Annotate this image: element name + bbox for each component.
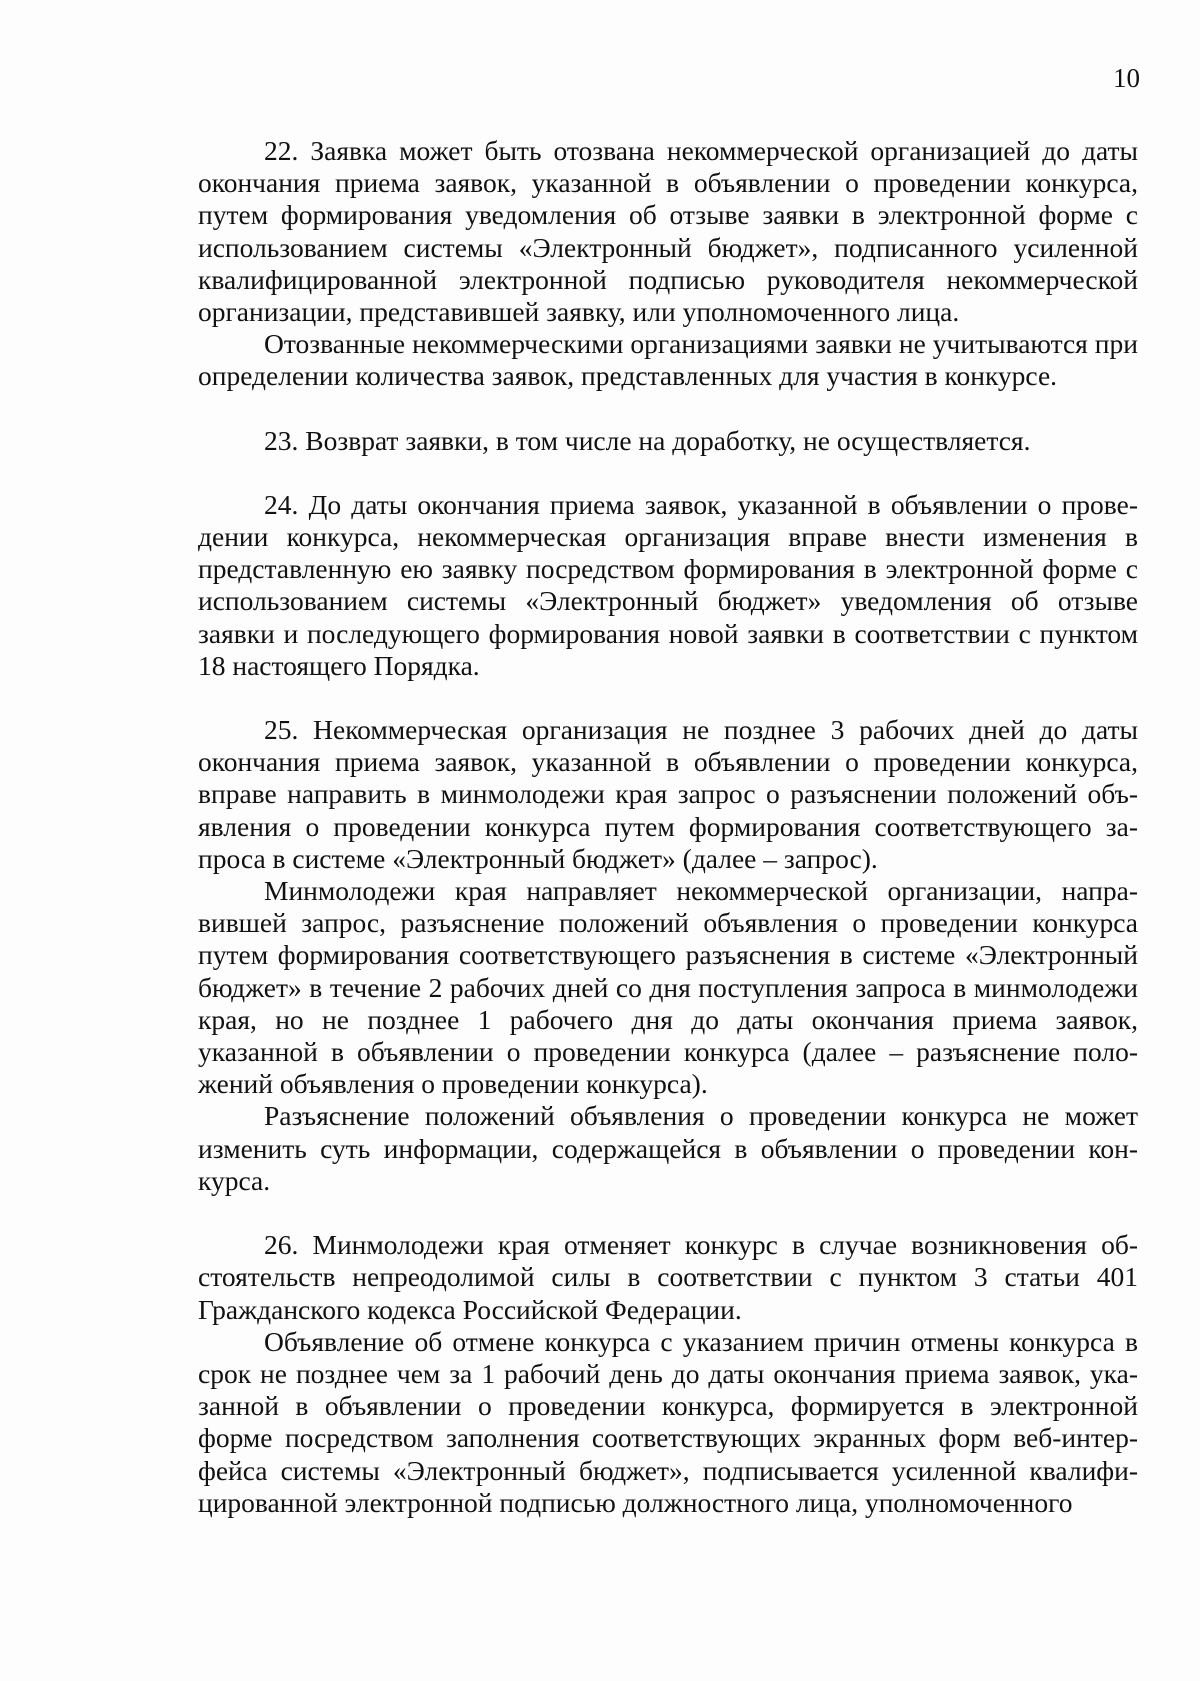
- paragraph: Минмолодежи края направляет некоммерческой организации, направившей запрос, разъяснение положений объявления о проведении конкурса путем формирования соответствующего разъяснения в системе «Электронный бюджет» в течение 2 рабочих дней со дня поступления запроса в минмолодежи края, но не позднее 1 рабочего дня до даты окончания приема заявок, указанной в объявлении о проведении конкурса (далее – разъяснение положений объявления о проведении конкурса).: [198, 875, 1138, 1100]
- paragraph: 22. Заявка может быть отозвана некоммерческой организацией до даты окончания приема заявок, указанной в объявлении о проведении конкурса, путем формирования уведомления об отзыве заявки в электронной форме с использованием системы «Электронный бюджет», подписанного усиленной квалифицированной электронной подписью руководителя некоммерческой организации, представившей заявку, или уполномоченного лица.: [198, 135, 1138, 328]
- paragraph: Отозванные некоммерческими организациями заявки не учитываются при определении количества заявок, представленных для участия в конкурсе.: [198, 328, 1138, 392]
- document-body: [198, 135, 1138, 1519]
- section-24: [198, 489, 1138, 682]
- section-26: [198, 1229, 1138, 1519]
- section-22: [198, 135, 1138, 393]
- paragraph: 24. До даты окончания приема заявок, указанной в объявлении о проведении конкурса, некоммерческая организация вправе внести изменения в представленную ею заявку посредством формирования в электронной форме с использованием системы «Электронный бюджет» уведомления об отзыве заявки и последующего формирования новой заявки в соответствии с пунктом 18 настоящего Порядка.: [198, 488, 1138, 681]
- section-23: [198, 425, 1138, 457]
- page-number: 10: [1113, 63, 1140, 93]
- paragraph: 23. Возврат заявки, в том числе на доработку, не осуществляется.: [264, 424, 1031, 456]
- paragraph: 25. Некоммерческая организация не позднее 3 рабочих дней до даты окончания приема заявок, указанной в объявлении о проведении конкурса, вправе направить в минмолодежи края запрос о разъяснении положений объявления о проведении конкурса путем формирования соответствующего запроса в системе «Электронный бюджет» (далее – запрос).: [198, 714, 1138, 874]
- paragraph: Объявление об отмене конкурса с указанием причин отмены конкурса в срок не позднее чем за 1 рабочий день до даты окончания приема заявок, указанной в объявлении о проведении конкурса, формируется в электронной форме посредством заполнения соответствующих экранных форм веб-интерфейса системы «Электронный бюджет», подписывается усиленной квалифицированной электронной подписью должностного лица, уполномоченного: [198, 1325, 1138, 1518]
- section-25: [198, 714, 1138, 1197]
- paragraph: Разъяснение положений объявления о проведении конкурса не может изменить суть информации, содержащейся в объявлении о проведении конкурса.: [198, 1100, 1138, 1196]
- paragraph: 26. Минмолодежи края отменяет конкурс в случае возникновения обстоятельств непреодолимой силы в соответствии с пунктом 3 статьи 401 Гражданского кодекса Российской Федерации.: [198, 1229, 1138, 1325]
